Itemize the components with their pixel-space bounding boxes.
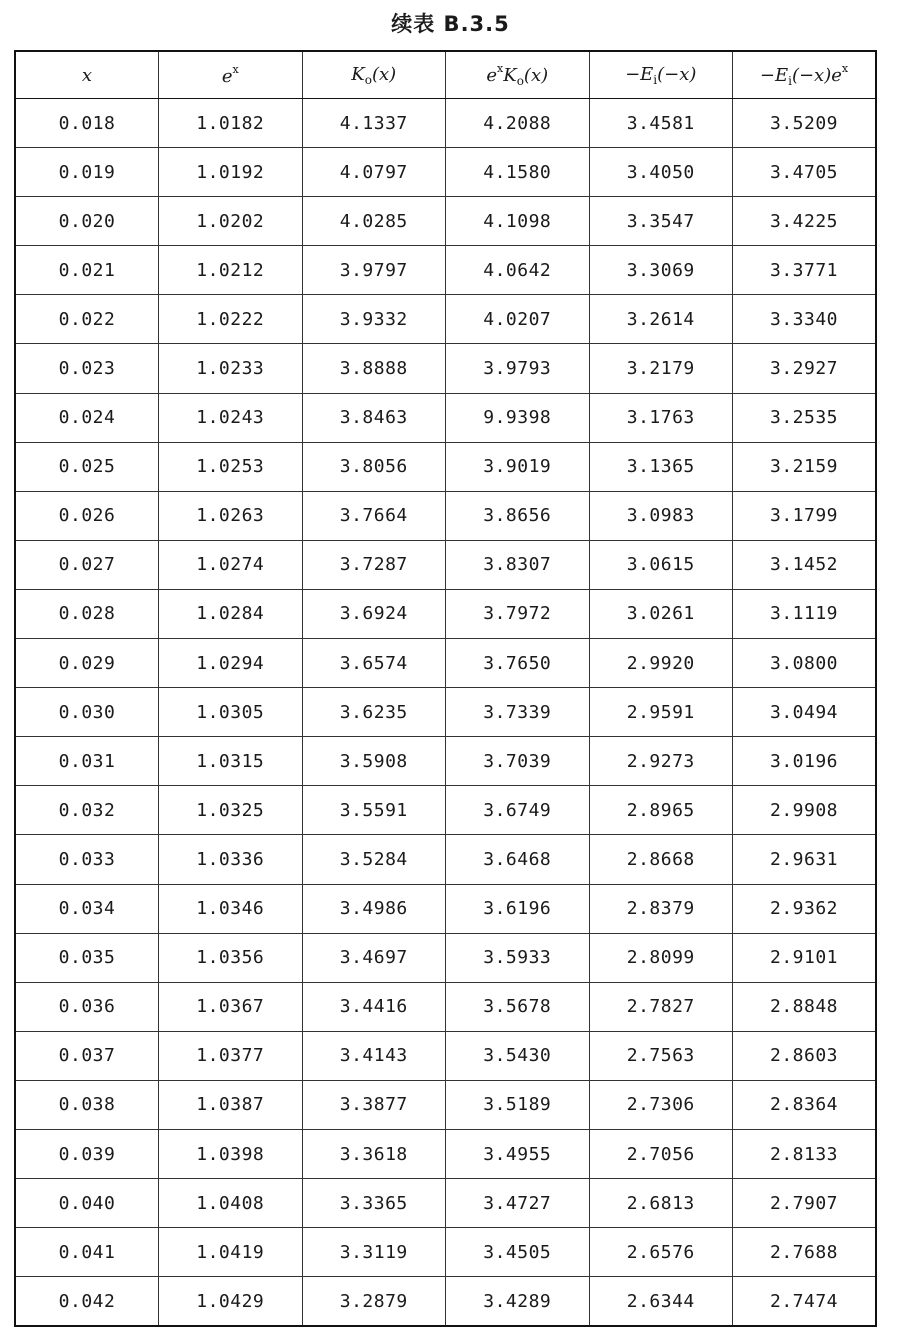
cell-neg-ei: 3.0615 [589,540,733,589]
table-row [15,1129,876,1178]
header-neg-ei-exp-arg: (−x) [791,65,832,86]
cell-exp-k0: 3.8656 [446,491,590,540]
cell-x: 0.021 [15,246,159,295]
cell-k0: 3.2879 [302,1277,446,1327]
header-neg-ei-minus: − [625,63,641,85]
data-table [14,50,877,1327]
cell-k0: 3.5284 [302,835,446,884]
cell-k0: 3.9332 [302,295,446,344]
cell-neg-ei-exp: 3.5209 [733,99,877,148]
header-exp-base: e [221,66,233,87]
cell-neg-ei: 3.4581 [589,99,733,148]
cell-exp-x: 1.0274 [159,540,303,589]
cell-exp-k0: 4.0207 [446,295,590,344]
header-exp-k0-k: K [503,65,517,86]
cell-exp-x: 1.0408 [159,1179,303,1228]
cell-x: 0.035 [15,933,159,982]
cell-exp-k0: 3.4289 [446,1277,590,1327]
cell-k0: 3.5908 [302,737,446,786]
cell-neg-ei: 2.8965 [589,786,733,835]
cell-exp-x: 1.0212 [159,246,303,295]
cell-exp-x: 1.0233 [159,344,303,393]
cell-neg-ei: 3.3069 [589,246,733,295]
cell-exp-k0: 3.7339 [446,688,590,737]
cell-x: 0.020 [15,197,159,246]
cell-neg-ei-exp: 3.1119 [733,589,877,638]
cell-k0: 3.8888 [302,344,446,393]
cell-x: 0.028 [15,589,159,638]
cell-neg-ei: 3.3547 [589,197,733,246]
cell-exp-x: 1.0263 [159,491,303,540]
table-row [15,246,876,295]
header-k0-base: K [351,63,365,85]
cell-neg-ei-exp: 2.8848 [733,982,877,1031]
cell-exp-x: 1.0192 [159,148,303,197]
table-header [15,51,876,99]
cell-k0: 3.3365 [302,1179,446,1228]
header-x-symbol: x [81,64,93,86]
cell-neg-ei-exp: 2.7688 [733,1228,877,1277]
table-row [15,933,876,982]
table-row [15,1228,876,1277]
header-neg-ei-exp-e-sup: x [841,62,849,75]
header-exp-k0-e-sup: x [497,62,504,75]
cell-exp-k0: 4.1580 [446,148,590,197]
cell-neg-ei: 2.9920 [589,639,733,688]
cell-exp-x: 1.0346 [159,884,303,933]
header-exp-k0-arg: (x) [523,65,549,86]
cell-neg-ei: 2.8379 [589,884,733,933]
header-neg-ei [589,51,733,99]
cell-x: 0.031 [15,737,159,786]
cell-neg-ei: 3.4050 [589,148,733,197]
header-neg-ei-arg: (−x) [657,63,697,85]
cell-neg-ei: 2.7056 [589,1129,733,1178]
cell-exp-k0: 4.0642 [446,246,590,295]
cell-exp-x: 1.0336 [159,835,303,884]
cell-neg-ei-exp: 2.8133 [733,1129,877,1178]
table-row [15,589,876,638]
cell-neg-ei: 2.8099 [589,933,733,982]
cell-neg-ei-exp: 3.3771 [733,246,877,295]
cell-neg-ei: 3.0983 [589,491,733,540]
cell-neg-ei-exp: 2.7474 [733,1277,877,1327]
cell-exp-k0: 3.9793 [446,344,590,393]
table-row [15,393,876,442]
header-row [15,51,876,99]
cell-neg-ei: 2.8668 [589,835,733,884]
cell-neg-ei-exp: 3.4705 [733,148,877,197]
cell-k0: 3.3877 [302,1080,446,1129]
cell-exp-k0: 3.5189 [446,1080,590,1129]
table-row [15,491,876,540]
cell-exp-x: 1.0315 [159,737,303,786]
cell-x: 0.026 [15,491,159,540]
table-row [15,1080,876,1129]
cell-neg-ei-exp: 3.3340 [733,295,877,344]
table-row [15,786,876,835]
cell-neg-ei-exp: 2.9101 [733,933,877,982]
header-neg-ei-exp [733,51,877,99]
cell-exp-k0: 3.6468 [446,835,590,884]
table-row [15,442,876,491]
table-row [15,148,876,197]
cell-x: 0.033 [15,835,159,884]
cell-neg-ei-exp: 3.4225 [733,197,877,246]
cell-k0: 3.4416 [302,982,446,1031]
cell-k0: 3.6235 [302,688,446,737]
cell-neg-ei-exp: 3.2927 [733,344,877,393]
table-row [15,1031,876,1080]
cell-exp-k0: 3.8307 [446,540,590,589]
table-row [15,1179,876,1228]
cell-exp-x: 1.0222 [159,295,303,344]
cell-k0: 3.8056 [302,442,446,491]
cell-x: 0.025 [15,442,159,491]
cell-neg-ei: 2.6813 [589,1179,733,1228]
cell-neg-ei: 2.9591 [589,688,733,737]
cell-exp-k0: 3.4955 [446,1129,590,1178]
table-row [15,982,876,1031]
cell-exp-x: 1.0284 [159,589,303,638]
cell-neg-ei-exp: 2.7907 [733,1179,877,1228]
cell-exp-x: 1.0387 [159,1080,303,1129]
table-row [15,639,876,688]
cell-x: 0.034 [15,884,159,933]
cell-neg-ei-exp: 2.8603 [733,1031,877,1080]
header-exp-k0-e: e [486,65,498,86]
cell-x: 0.041 [15,1228,159,1277]
cell-exp-x: 1.0182 [159,99,303,148]
cell-exp-x: 1.0429 [159,1277,303,1327]
cell-k0: 3.4697 [302,933,446,982]
table-row [15,344,876,393]
table-row [15,540,876,589]
cell-exp-k0: 9.9398 [446,393,590,442]
cell-x: 0.036 [15,982,159,1031]
cell-neg-ei: 2.9273 [589,737,733,786]
header-x [15,51,159,99]
cell-neg-ei-exp: 3.1799 [733,491,877,540]
cell-exp-x: 1.0305 [159,688,303,737]
table-row [15,99,876,148]
header-exp-k0 [446,51,590,99]
cell-neg-ei-exp: 2.9362 [733,884,877,933]
table-title: 续表 B.3.5 [391,12,510,36]
table-row [15,737,876,786]
cell-k0: 3.4143 [302,1031,446,1080]
cell-exp-x: 1.0243 [159,393,303,442]
cell-x: 0.024 [15,393,159,442]
cell-exp-x: 1.0419 [159,1228,303,1277]
cell-x: 0.022 [15,295,159,344]
cell-exp-k0: 3.6196 [446,884,590,933]
cell-neg-ei-exp: 3.0196 [733,737,877,786]
cell-exp-k0: 3.6749 [446,786,590,835]
cell-k0: 3.8463 [302,393,446,442]
cell-exp-x: 1.0367 [159,982,303,1031]
cell-x: 0.032 [15,786,159,835]
cell-exp-x: 1.0325 [159,786,303,835]
cell-k0: 3.9797 [302,246,446,295]
cell-neg-ei-exp: 3.2159 [733,442,877,491]
cell-neg-ei: 2.6576 [589,1228,733,1277]
table-body [15,99,876,1327]
cell-exp-k0: 3.4505 [446,1228,590,1277]
header-neg-ei-exp-minus: − [759,65,775,86]
cell-exp-k0: 4.1098 [446,197,590,246]
cell-neg-ei-exp: 3.0800 [733,639,877,688]
header-neg-ei-exp-sub: i [788,74,792,88]
cell-neg-ei: 3.2614 [589,295,733,344]
cell-exp-x: 1.0253 [159,442,303,491]
cell-neg-ei-exp: 3.2535 [733,393,877,442]
cell-exp-x: 1.0377 [159,1031,303,1080]
cell-exp-k0: 3.5430 [446,1031,590,1080]
table-row [15,884,876,933]
cell-x: 0.037 [15,1031,159,1080]
cell-k0: 3.3119 [302,1228,446,1277]
cell-k0: 4.0285 [302,197,446,246]
cell-x: 0.042 [15,1277,159,1327]
cell-x: 0.029 [15,639,159,688]
header-exp-x [159,51,303,99]
table-row [15,197,876,246]
cell-exp-k0: 3.7039 [446,737,590,786]
cell-exp-x: 1.0356 [159,933,303,982]
cell-exp-x: 1.0202 [159,197,303,246]
cell-k0: 3.5591 [302,786,446,835]
cell-x: 0.040 [15,1179,159,1228]
cell-neg-ei-exp: 3.0494 [733,688,877,737]
header-neg-ei-exp-e: e [831,65,842,86]
cell-exp-k0: 3.9019 [446,442,590,491]
cell-neg-ei-exp: 2.8364 [733,1080,877,1129]
cell-x: 0.027 [15,540,159,589]
cell-x: 0.023 [15,344,159,393]
cell-neg-ei-exp: 2.9631 [733,835,877,884]
header-neg-ei-exp-base: E [774,65,789,86]
table-row [15,295,876,344]
cell-neg-ei: 3.1365 [589,442,733,491]
header-k0-arg: (x) [371,63,397,85]
cell-x: 0.018 [15,99,159,148]
cell-exp-k0: 3.7650 [446,639,590,688]
cell-neg-ei: 2.6344 [589,1277,733,1327]
header-neg-ei-base: E [640,63,654,85]
cell-neg-ei: 3.2179 [589,344,733,393]
header-k0-sub: o [364,72,372,87]
table-row [15,835,876,884]
cell-k0: 3.6924 [302,589,446,638]
header-neg-ei-sub: i [653,72,658,87]
cell-neg-ei: 2.7563 [589,1031,733,1080]
cell-neg-ei: 2.7306 [589,1080,733,1129]
cell-neg-ei: 3.0261 [589,589,733,638]
cell-exp-k0: 3.4727 [446,1179,590,1228]
cell-exp-k0: 3.5933 [446,933,590,982]
cell-k0: 3.3618 [302,1129,446,1178]
cell-k0: 3.7664 [302,491,446,540]
header-exp-sup: x [232,63,239,76]
cell-k0: 3.7287 [302,540,446,589]
cell-k0: 4.0797 [302,148,446,197]
cell-neg-ei: 2.7827 [589,982,733,1031]
cell-x: 0.030 [15,688,159,737]
cell-neg-ei-exp: 3.1452 [733,540,877,589]
cell-x: 0.038 [15,1080,159,1129]
cell-x: 0.039 [15,1129,159,1178]
cell-neg-ei: 3.1763 [589,393,733,442]
header-k0 [302,51,446,99]
cell-k0: 4.1337 [302,99,446,148]
cell-exp-k0: 3.5678 [446,982,590,1031]
cell-exp-x: 1.0294 [159,639,303,688]
cell-exp-x: 1.0398 [159,1129,303,1178]
cell-exp-k0: 3.7972 [446,589,590,638]
cell-k0: 3.6574 [302,639,446,688]
cell-k0: 3.4986 [302,884,446,933]
cell-exp-k0: 4.2088 [446,99,590,148]
table-row [15,688,876,737]
table-row [15,1277,876,1327]
cell-neg-ei-exp: 2.9908 [733,786,877,835]
header-exp-k0-k-sub: o [516,74,524,88]
cell-x: 0.019 [15,148,159,197]
